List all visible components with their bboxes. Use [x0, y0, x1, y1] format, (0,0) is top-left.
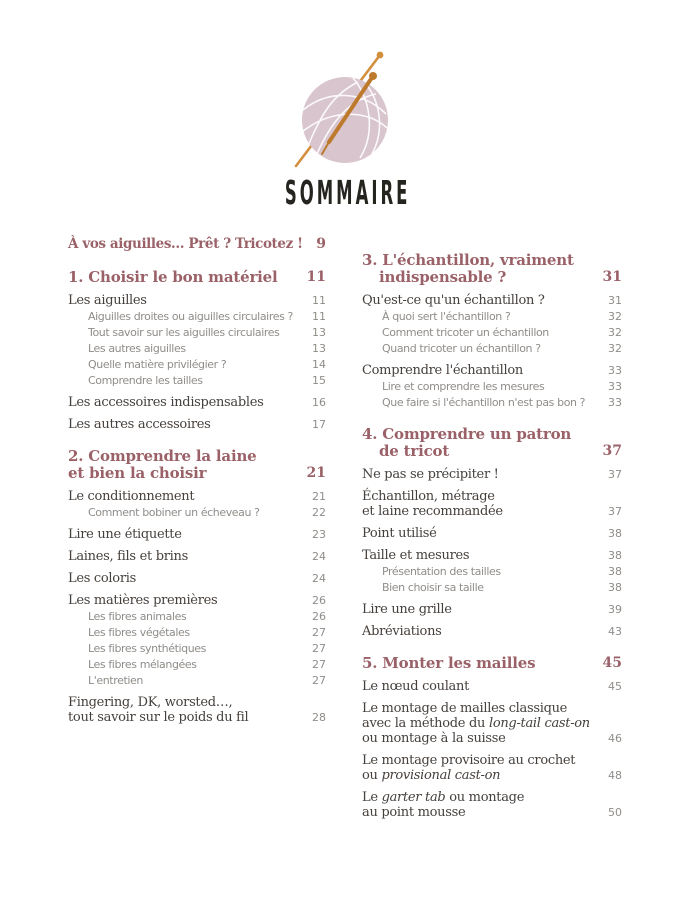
- toc-entry-label: Le montage de mailles classique avec la méthode du long-tail cast-on ou montage à la suisse: [362, 701, 590, 746]
- toc-entry: [68, 269, 326, 286]
- toc-page-number: 11: [312, 294, 326, 307]
- toc-page-number: 48: [608, 769, 622, 782]
- toc-entry: [68, 625, 326, 640]
- toc-page-number: 22: [312, 506, 326, 519]
- toc-entry-label: 2. Comprendre la laine et bien la choisir: [68, 447, 257, 482]
- toc-page-number: 50: [608, 806, 622, 819]
- toc-entry: [68, 325, 326, 340]
- toc-page-number: 33: [608, 364, 622, 377]
- toc-page-number: 38: [608, 565, 622, 578]
- toc-entry-label: Fingering, DK, worsted…, tout savoir sur le poids du fil: [68, 695, 249, 725]
- toc-page-number: 46: [608, 732, 622, 745]
- toc-entry: [362, 655, 622, 672]
- toc-page-number: 11: [306, 269, 326, 285]
- toc-entry: [68, 609, 326, 624]
- toc-page-number: 37: [608, 505, 622, 518]
- toc-entry-label: Les fibres mélangées: [88, 658, 197, 671]
- toc-page-number: 13: [312, 342, 326, 355]
- toc-page-number: 11: [312, 310, 326, 323]
- toc-entry: [68, 695, 326, 725]
- toc-entry-label: Le garter tab ou montage au point mousse: [362, 790, 525, 820]
- toc-page-number: 38: [608, 581, 622, 594]
- toc-page-number: 38: [608, 527, 622, 540]
- toc-entry-label: Le nœud coulant: [362, 679, 469, 694]
- toc-page-number: 21: [306, 465, 326, 481]
- toc-entry-label: Taille et mesures: [362, 548, 470, 563]
- toc-entry: [362, 363, 622, 378]
- toc-entry: [362, 679, 622, 694]
- toc-entry: [68, 373, 326, 388]
- toc-entry-label: Ne pas se précipiter !: [362, 467, 499, 482]
- toc-entry-label: Comment bobiner un écheveau ?: [88, 506, 260, 519]
- toc-entry: [68, 417, 326, 432]
- toc-entry-label: Comprendre les tailles: [88, 374, 203, 387]
- toc-entry-label: Aiguilles droites ou aiguilles circulaires ?: [88, 310, 293, 323]
- toc-entry-label: Laines, fils et brins: [68, 549, 188, 564]
- toc-entry: [362, 252, 622, 286]
- toc-page-number: 45: [608, 680, 622, 693]
- toc-entry: [362, 395, 622, 410]
- toc-page-number: 23: [312, 528, 326, 541]
- toc-entry: [68, 395, 326, 410]
- toc-entry: [362, 564, 622, 579]
- toc-page-number: 27: [312, 642, 326, 655]
- toc-entry-label: Les coloris: [68, 571, 136, 586]
- toc-entry: [362, 489, 622, 519]
- toc-entry: [68, 571, 326, 586]
- toc-page-number: 16: [312, 396, 326, 409]
- toc-entry-label: Bien choisir sa taille: [382, 581, 484, 594]
- toc-entry: [68, 549, 326, 564]
- toc-page-number: 26: [312, 594, 326, 607]
- toc-entry-label: Le montage provisoire au crochet ou provisional cast-on: [362, 753, 576, 783]
- toc-page-number: 28: [312, 711, 326, 724]
- toc-entry-label: Les aiguilles: [68, 293, 147, 308]
- toc-entry-label: Tout savoir sur les aiguilles circulaires: [88, 326, 280, 339]
- toc-entry-label: Point utilisé: [362, 526, 437, 541]
- toc-entry: [68, 673, 326, 688]
- toc-page-number: 33: [608, 396, 622, 409]
- toc-entry: [362, 790, 622, 820]
- toc-entry-label: Que faire si l'échantillon n'est pas bon ?: [382, 396, 586, 409]
- toc-page-number: 32: [608, 326, 622, 339]
- toc-page-number: 14: [312, 358, 326, 371]
- toc-page-number: 31: [602, 269, 622, 285]
- toc-entry-label: Quelle matière privilégier ?: [88, 358, 227, 371]
- toc-entry-label: Les fibres animales: [88, 610, 187, 623]
- toc-entry: [362, 624, 622, 639]
- toc-entry-label: Comprendre l'échantillon: [362, 363, 523, 378]
- toc-entry: [362, 325, 622, 340]
- toc-entry: [362, 753, 622, 783]
- toc-entry-label: Les fibres végétales: [88, 626, 190, 639]
- toc-page-number: 43: [608, 625, 622, 638]
- toc-page-number: 9: [316, 236, 326, 252]
- toc-entry: [362, 379, 622, 394]
- toc-page-number: 24: [312, 572, 326, 585]
- toc-page-number: 21: [312, 490, 326, 503]
- toc-entry: [68, 489, 326, 504]
- toc-entry: [68, 657, 326, 672]
- toc-entry-label: 3. L'échantillon, vraiment indispensable ?: [362, 251, 574, 286]
- toc-entry: [362, 580, 622, 595]
- toc-entry-label: Les autres aiguilles: [88, 342, 186, 355]
- toc-entry-label: À vos aiguilles… Prêt ? Tricotez !: [68, 236, 303, 252]
- toc-entry-label: Le conditionnement: [68, 489, 195, 504]
- toc-entry-label: Échantillon, métrage et laine recommandée: [362, 489, 503, 519]
- toc-page-number: 13: [312, 326, 326, 339]
- toc-entry-label: Quand tricoter un échantillon ?: [382, 342, 541, 355]
- toc-entry-label: À quoi sert l'échantillon ?: [382, 310, 511, 323]
- toc-page-number: 33: [608, 380, 622, 393]
- toc-page-number: 37: [602, 443, 622, 459]
- toc-page-number: 27: [312, 658, 326, 671]
- toc-page-number: 31: [608, 294, 622, 307]
- toc-entry-label: Les autres accessoires: [68, 417, 211, 432]
- toc-entry: [362, 701, 622, 746]
- toc-entry: [68, 309, 326, 324]
- toc-column-right: [362, 236, 622, 821]
- toc-entry: [68, 357, 326, 372]
- toc-entry: [362, 293, 622, 308]
- toc-entry-label: 4. Comprendre un patron de tricot: [362, 425, 572, 460]
- toc-entry: [68, 593, 326, 608]
- toc-entry: [362, 602, 622, 617]
- toc-entry: [362, 426, 622, 460]
- toc-entry: [362, 548, 622, 563]
- toc-entry-label: 5. Monter les mailles: [362, 654, 536, 672]
- yarn-ball-icon: [286, 48, 410, 174]
- toc-entry-label: Abréviations: [362, 624, 442, 639]
- toc-entry: [362, 526, 622, 541]
- toc-page-number: 26: [312, 610, 326, 623]
- toc-entry-label: L'entretien: [88, 674, 143, 687]
- toc-column-left: [68, 236, 326, 726]
- toc-page-number: 37: [608, 468, 622, 481]
- toc-entry: [68, 236, 326, 253]
- toc-entry: [362, 467, 622, 482]
- toc-entry: [68, 341, 326, 356]
- toc-entry-label: Lire une grille: [362, 602, 452, 617]
- toc-page-number: 27: [312, 674, 326, 687]
- page-title: SOMMAIRE: [285, 173, 411, 212]
- toc-page-number: 15: [312, 374, 326, 387]
- toc-page-number: 24: [312, 550, 326, 563]
- toc-entry-label: Lire une étiquette: [68, 527, 182, 542]
- toc-page-number: 45: [602, 655, 622, 671]
- toc-page-number: 32: [608, 342, 622, 355]
- toc-entry: [68, 505, 326, 520]
- header: [0, 48, 696, 212]
- toc-entry: [68, 293, 326, 308]
- toc-entry: [362, 341, 622, 356]
- toc-page-number: 27: [312, 626, 326, 639]
- toc-entry-label: Lire et comprendre les mesures: [382, 380, 545, 393]
- toc-entry-label: Les fibres synthétiques: [88, 642, 207, 655]
- toc-entry: [68, 641, 326, 656]
- toc-page-number: 39: [608, 603, 622, 616]
- toc-entry-label: Présentation des tailles: [382, 565, 501, 578]
- toc-entry-label: 1. Choisir le bon matériel: [68, 268, 278, 286]
- toc-page-number: 17: [312, 418, 326, 431]
- toc-entry-label: Qu'est-ce qu'un échantillon ?: [362, 293, 545, 308]
- toc-page-number: 38: [608, 549, 622, 562]
- toc-entry: [68, 527, 326, 542]
- toc-entry: [68, 448, 326, 482]
- toc-entry-label: Les matières premières: [68, 593, 218, 608]
- toc-page-number: 32: [608, 310, 622, 323]
- toc-entry-label: Les accessoires indispensables: [68, 395, 264, 410]
- toc-entry: [362, 309, 622, 324]
- toc-entry-label: Comment tricoter un échantillon: [382, 326, 549, 339]
